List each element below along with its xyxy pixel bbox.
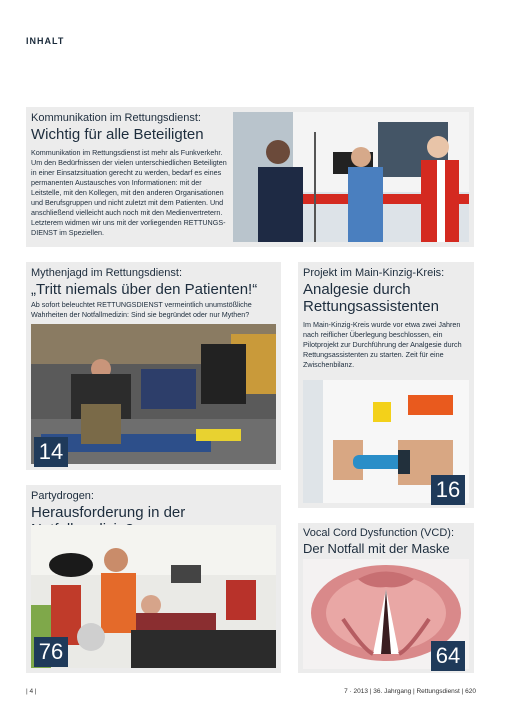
article-teaser: Kommunikation im Rettungsdienst ist mehr als Funkverkehr. Um den Bedürfnissen der vielen unterschiedlichen Beteiligten in einer Einsatzsituation gerecht zu werden, bedarf es eines permanenten Austausches von Informationen: mit der Leitstelle, mit den Kollegen, mit den anderen Organisationen und Berufsgruppen und nicht zuletzt mit dem Patienten. Und anschließend vielleicht auch noch mit den Medienvertretern. Letzterem widmen wir uns mit der vorliegenden RETTUNGSDIENST im Speziellen.: [31, 148, 227, 237]
section-label: INHALT: [26, 36, 65, 46]
article-kicker: Mythenjagd im Rettungsdienst:: [31, 267, 183, 279]
article-teaser: Im Main-Kinzig-Kreis wurde vor etwa zwei Jahren nach reiflicher Überlegung beschlossen, ein Pilotprojekt zur Durchführung der Analgesie durch Rettungsassistenten zu starten. Zeit für eine Zwischenbilanz.: [303, 320, 462, 369]
article-headline: Analgesie durch Rettungsassistenten: [303, 281, 439, 315]
article-headline: „Tritt niemals über den Patienten!“: [31, 281, 258, 298]
article-card-kommunikation[interactable]: [26, 107, 474, 247]
page-number-badge: 64: [431, 641, 465, 671]
article-kicker: Partydrogen:: [31, 490, 94, 502]
article-card-mythenjagd[interactable]: [26, 262, 281, 470]
article-headline: Wichtig für alle Beteiligten: [31, 126, 204, 143]
article-kicker: Kommunikation im Rettungsdienst:: [31, 112, 201, 124]
page-number-badge: 76: [34, 637, 68, 667]
footer-issue-info: 7 · 2013 | 36. Jahrgang | Rettungsdienst | 620: [344, 688, 476, 695]
article-photo-media-interview: [233, 112, 469, 242]
page-number-badge: 14: [34, 437, 68, 467]
footer-page-number: | 4 |: [26, 688, 37, 695]
article-kicker: Projekt im Main-Kinzig-Kreis:: [303, 267, 445, 279]
article-headline: Herausforderung in der: [31, 504, 186, 521]
article-card-partydrogen[interactable]: [26, 485, 281, 673]
article-teaser: Ab sofort beleuchtet RETTUNGSDIENST vermeintlich unumstößliche Wahrheiten der Notfallmedizin: Sind sie begründet oder nur Mythen?: [31, 300, 252, 319]
article-kicker: Vocal Cord Dysfunction (VCD):: [303, 527, 454, 539]
article-card-vcd[interactable]: [298, 523, 474, 673]
article-headline: Der Notfall mit der Maske: [303, 541, 450, 556]
article-card-analgesie[interactable]: [298, 262, 474, 508]
page-number-badge: 16: [431, 475, 465, 505]
